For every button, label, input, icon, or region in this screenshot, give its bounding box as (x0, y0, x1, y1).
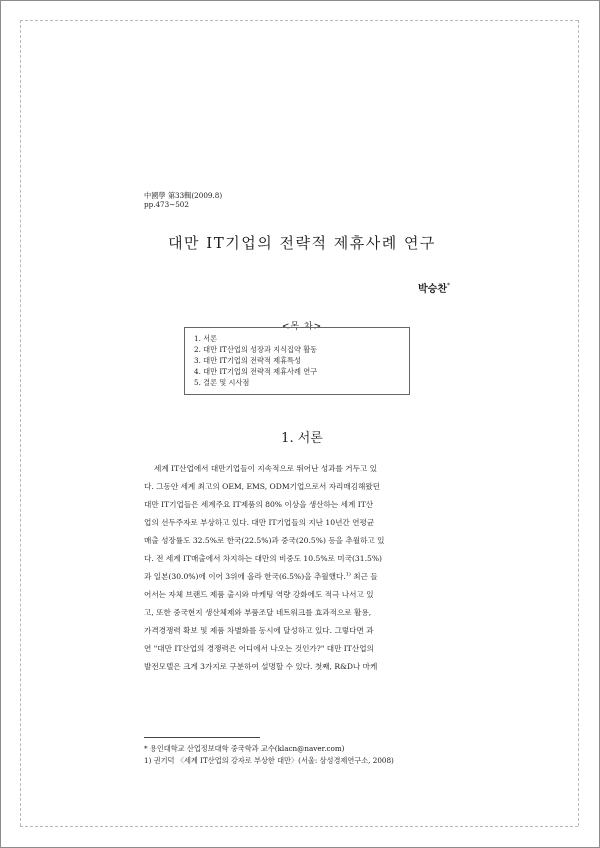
toc-item: 4. 대만 IT기업의 전략적 제휴사례 연구 (194, 367, 318, 376)
body-line (144, 571, 378, 582)
body-line: 가격경쟁력 확보 및 제품 차별화를 동시에 달성하고 있다. 그렇다면 과 (144, 626, 374, 635)
author-name-text: 박승찬 (418, 284, 447, 295)
footnote-1: 1) 권기덕 〈세계 IT산업의 강자로 부상한 대만〉(서울: 삼성경제연구소, 2008) (144, 756, 394, 765)
body-line: 발전모델은 크게 3가지로 구분하여 설명할 수 있다. 첫째, R&D나 마케 (144, 662, 378, 671)
guide-line-top (20, 20, 578, 21)
toc-item: 5. 결론 및 시사점 (194, 378, 250, 387)
footnote-author: * 용인대학교 산업정보대학 중국학과 교수(klacn@naver.com) (144, 744, 345, 753)
guide-line-bottom (20, 826, 578, 827)
body-line: 세계 IT산업에서 대만기업들이 지속적으로 뛰어난 성과를 거두고 있 (154, 464, 378, 473)
body-line: 매출 성장률도 32.5%로 한국(22.5%)과 중국(20.5%) 등을 추월하고 있 (144, 536, 385, 545)
footnote-ref: 1) (345, 571, 351, 578)
body-line-text: 과 일본(30.0%)에 이어 3위에 올라 한국(6.5%)을 추월했다. (144, 572, 346, 581)
toc-item: 2. 대만 IT산업의 성장과 지식집약 활동 (194, 345, 318, 354)
section-heading: 1. 서론 (281, 431, 323, 446)
body-line: 대만 IT기업들은 세계주요 IT제품의 80% 이상을 생산하는 세계 IT산 (144, 500, 374, 509)
toc-title: <목 차> (281, 322, 323, 332)
page-range: pp.473~502 (144, 200, 189, 209)
body-line: 다. 그동안 세계 최고의 OEM, EMS, ODM기업으로서 자리매김해왔던 (144, 482, 381, 491)
paper-title: 대만 IT기업의 전략적 제휴사례 연구 (168, 234, 436, 252)
guide-line-left (20, 20, 21, 826)
body-line: 연 "대만 IT산업의 경쟁력은 어디에서 나오는 것인가?" 대만 IT산업의 (144, 644, 374, 653)
journal-info: 中國學 第33輯(2009.8) (144, 191, 223, 200)
toc-item: 3. 대만 IT기업의 전략적 제휴특성 (194, 356, 301, 365)
body-line: 어서는 자체 브랜드 제품 출시와 마케팅 역량 강화에도 적극 나서고 있 (144, 590, 374, 599)
body-line: 고, 또한 중국현지 생산체제와 부품조달 네트워크를 효과적으로 활용, (144, 608, 372, 617)
body-line: 다. 전 세계 IT매출에서 차지하는 대만의 비중도 10.5%로 미국(31.5%) (144, 554, 383, 563)
body-line-tail: 최근 들 (350, 572, 378, 581)
toc-item: 1. 서론 (194, 334, 218, 343)
author-footnote-mark: * (446, 282, 450, 290)
author-name (418, 280, 450, 295)
footnote-rule (144, 737, 260, 738)
body-line: 업의 선두주자로 부상하고 있다. 대만 IT기업들의 지난 10년간 연평균 (144, 518, 375, 527)
guide-line-right (578, 20, 579, 826)
